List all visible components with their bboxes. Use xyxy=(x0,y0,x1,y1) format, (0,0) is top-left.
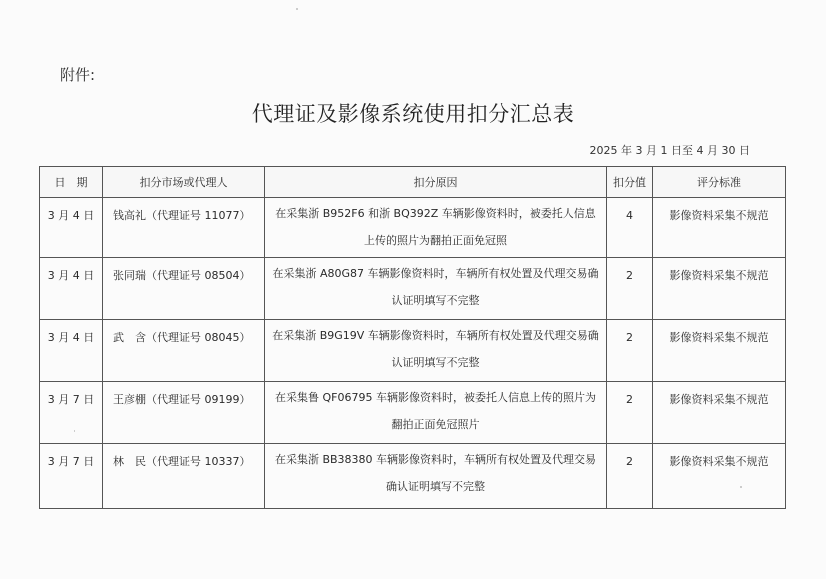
scan-speck xyxy=(296,8,298,10)
table-row xyxy=(40,198,786,258)
agent-cell: 林 民（代理证号 10337） xyxy=(103,444,265,509)
standard-cell: 影像资料采集不规范 xyxy=(653,382,786,444)
standard-cell: 影像资料采集不规范 xyxy=(653,198,786,258)
agent-cell: 张同瑞（代理证号 08504） xyxy=(103,258,265,320)
header-date: 日 期 xyxy=(40,167,103,198)
header-standard: 评分标准 xyxy=(653,167,786,198)
reason-cell: 在采集浙 B952F6 和浙 BQ392Z 车辆影像资料时，被委托人信息上传的照片为翻拍正面免冠照 xyxy=(265,198,607,258)
table-row xyxy=(40,258,786,320)
points-cell: 2 xyxy=(607,382,653,444)
points-cell: 2 xyxy=(607,320,653,382)
table-row xyxy=(40,382,786,444)
standard-cell: 影像资料采集不规范 xyxy=(653,444,786,509)
reason-cell: 在采集鲁 QF06795 车辆影像资料时，被委托人信息上传的照片为翻拍正面免冠照片 xyxy=(265,382,607,444)
points-cell: 2 xyxy=(607,444,653,509)
deduction-summary-table xyxy=(39,166,786,509)
date-cell: 3 月 7 日 xyxy=(40,382,103,444)
table-row xyxy=(40,444,786,509)
reason-cell: 在采集浙 A80G87 车辆影像资料时，车辆所有权处置及代理交易确认证明填写不完整 xyxy=(265,258,607,320)
header-agent: 扣分市场或代理人 xyxy=(103,167,265,198)
reason-cell: 在采集浙 BB38380 车辆影像资料时，车辆所有权处置及代理交易确认证明填写不完整 xyxy=(265,444,607,509)
document-title: 代理证及影像系统使用扣分汇总表 xyxy=(251,102,575,126)
period-range: 2025 年 3 月 1 日至 4 月 30 日 xyxy=(589,144,750,157)
agent-cell: 钱高礼（代理证号 11077） xyxy=(103,198,265,258)
scan-speck xyxy=(74,430,75,432)
agent-cell: 王彦棚（代理证号 09199） xyxy=(103,382,265,444)
agent-cell: 武 含（代理证号 08045） xyxy=(103,320,265,382)
date-cell: 3 月 4 日 xyxy=(40,198,103,258)
date-cell: 3 月 4 日 xyxy=(40,320,103,382)
table-header-row xyxy=(40,167,786,198)
date-cell: 3 月 7 日 xyxy=(40,444,103,509)
table-row xyxy=(40,320,786,382)
header-points: 扣分值 xyxy=(607,167,653,198)
attachment-label: 附件: xyxy=(60,66,96,84)
header-reason: 扣分原因 xyxy=(265,167,607,198)
points-cell: 2 xyxy=(607,258,653,320)
standard-cell: 影像资料采集不规范 xyxy=(653,320,786,382)
standard-cell: 影像资料采集不规范 xyxy=(653,258,786,320)
scan-speck xyxy=(740,486,742,488)
reason-cell: 在采集浙 B9G19V 车辆影像资料时，车辆所有权处置及代理交易确认证明填写不完整 xyxy=(265,320,607,382)
points-cell: 4 xyxy=(607,198,653,258)
date-cell: 3 月 4 日 xyxy=(40,258,103,320)
